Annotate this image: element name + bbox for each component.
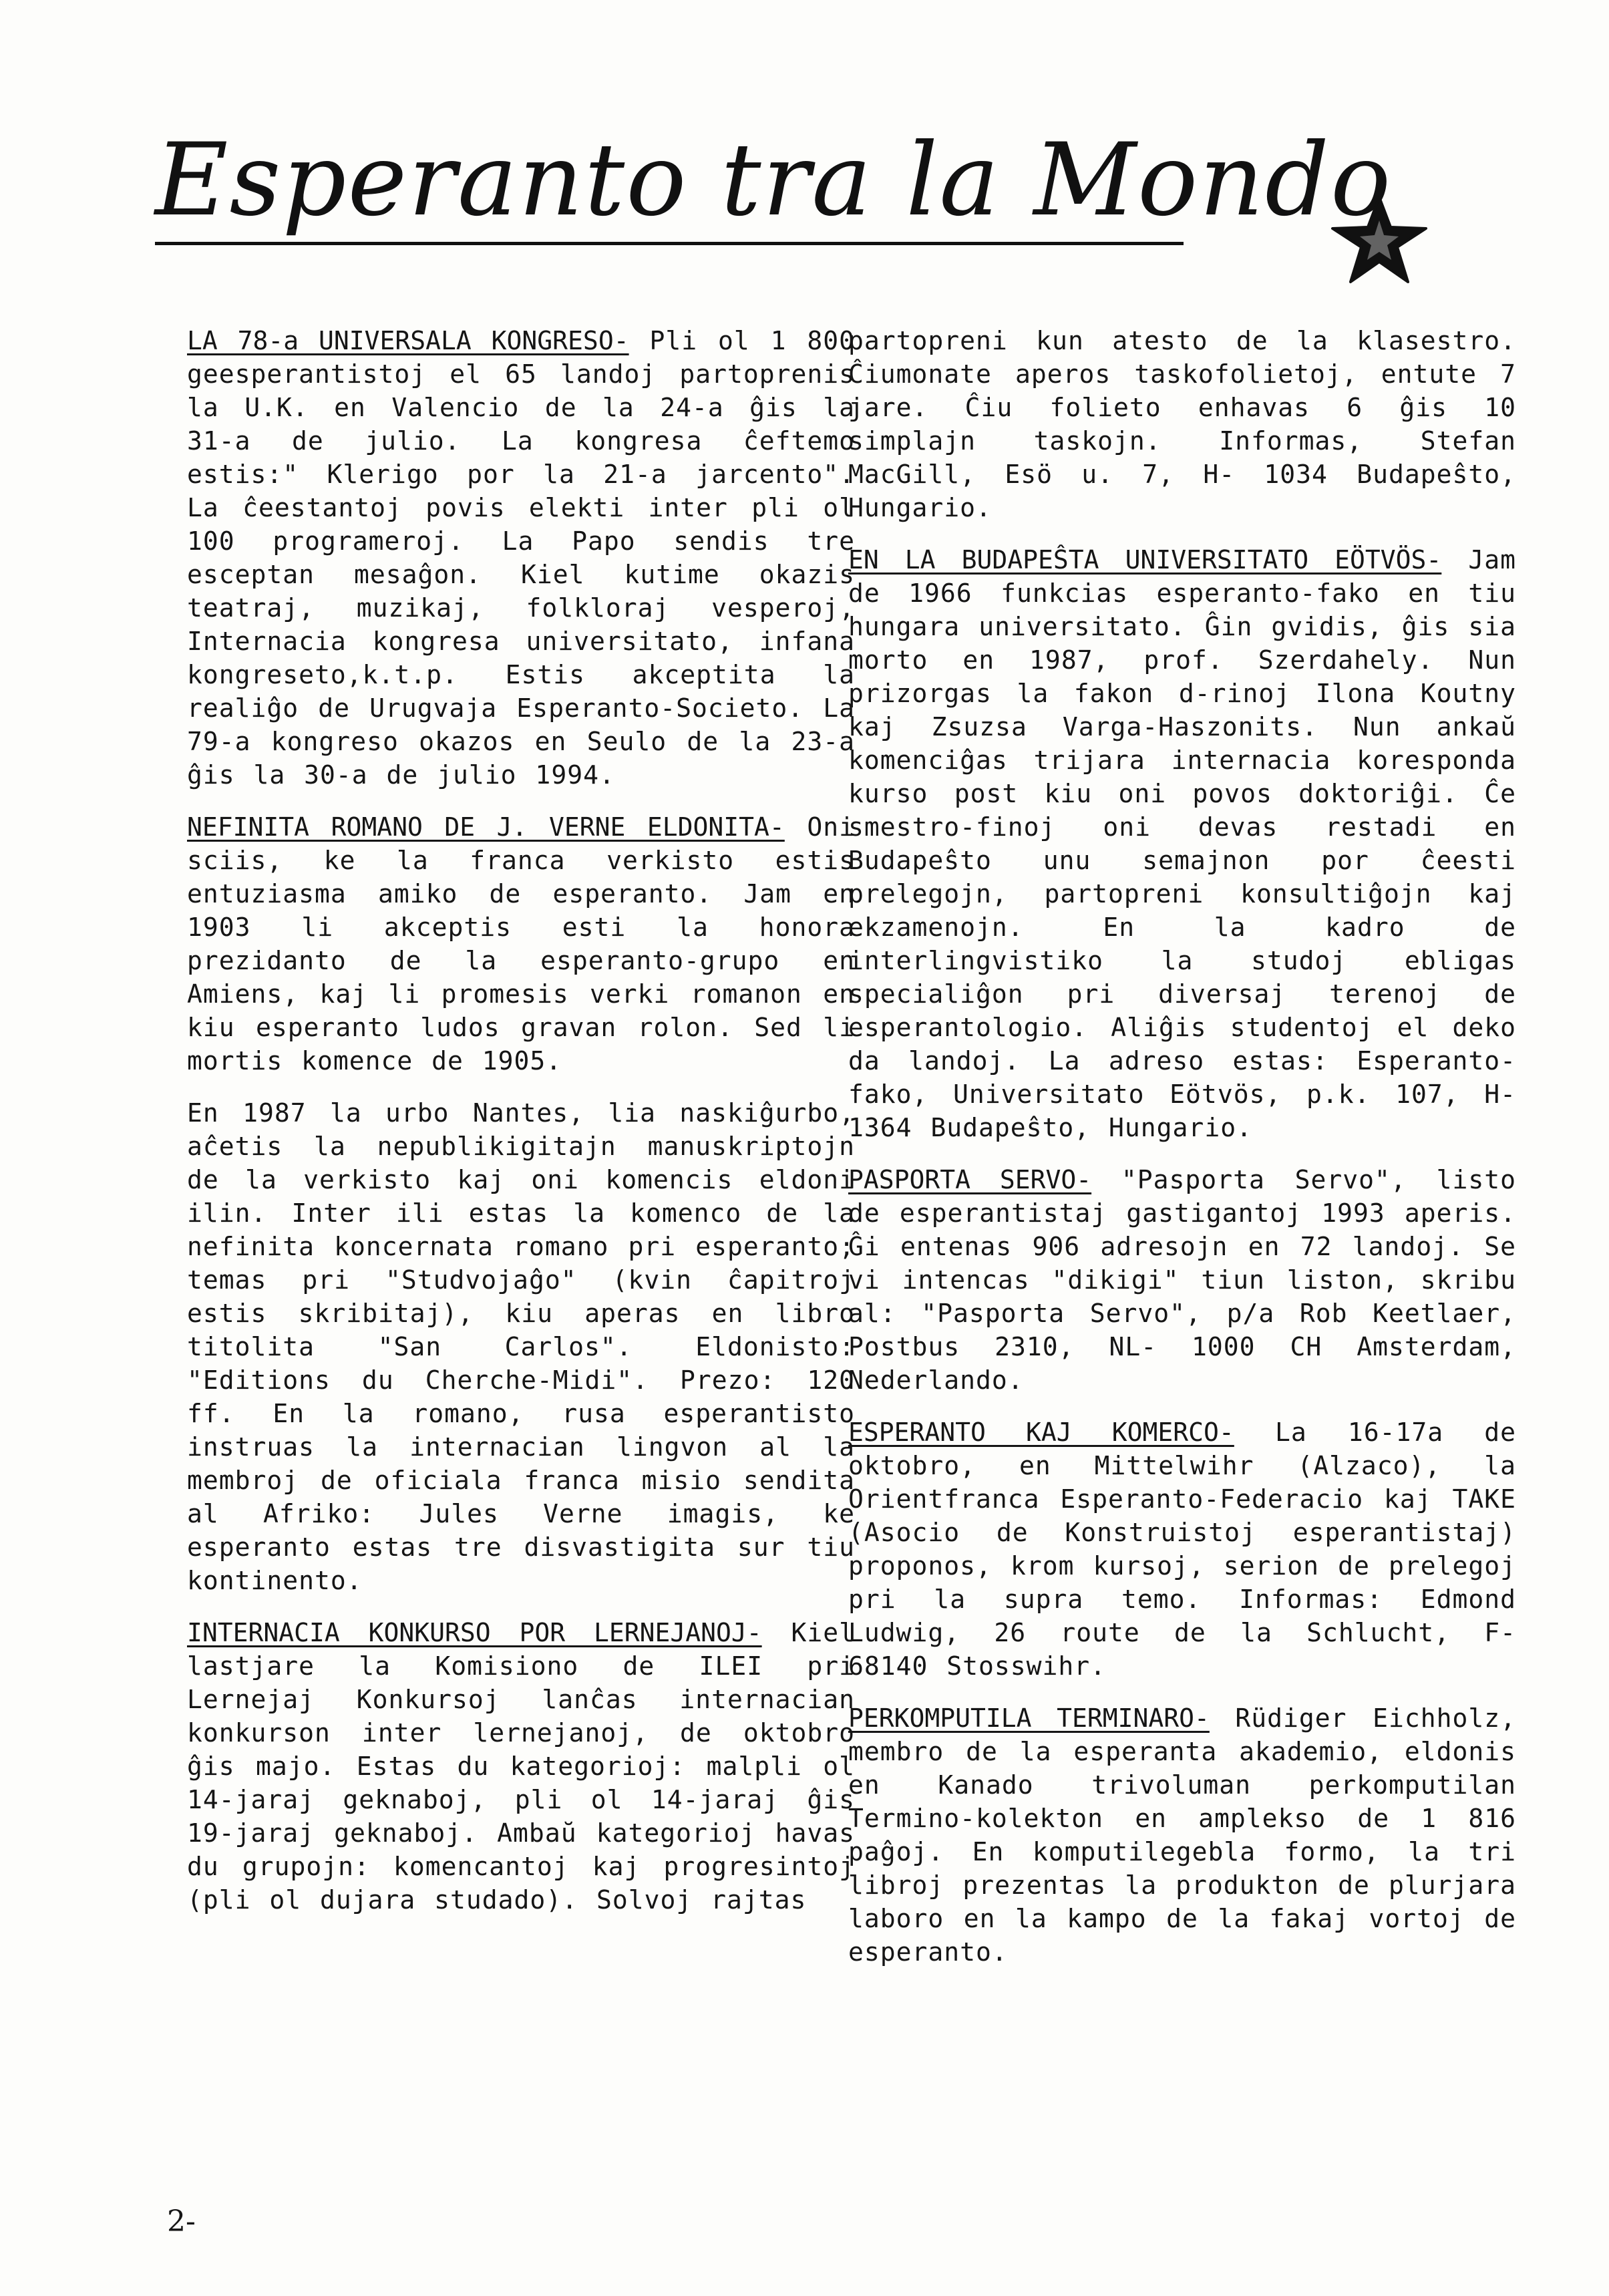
article-text: Oni sciis, ke la franca verkisto estis entuziasma amiko de esperanto. Jam en 1903 li akceptis esti la honora prezidanto de la esperanto-grupo en Amiens, kaj li promesis verki romanon en kiu esperanto ludos gravan rolon. Sed li mortis komence de 1905.: [187, 812, 855, 1076]
article-heading: NEFINITA ROMANO DE J. VERNE ELDONITA-: [187, 812, 785, 842]
article-paragraph: [187, 1616, 855, 1917]
article-text: Pli ol 1 800 geesperantistoj el 65 landoj partoprenis la U.K. en Valencio de la 24-a ĝis la 31-a de julio. La kongresa ĉeftemo estis:" Klerigo por la 21-a jarcento". La ĉeestantoj povis elekti inter pli ol 100 programeroj. La Papo sendis tre esceptan mesaĝon. Kiel kutime okazis teatraj, muzikaj, folkloraj vesperoj, Internacia kongresa universitato, infana kongreseto,k.t.p. Estis akceptita la realiĝo de Urugvaja Esperanto-Societo. La 79-a kongreso okazos en Seulo de la 23-a ĝis la 30-a de julio 1994.: [187, 326, 855, 790]
star-icon: [1329, 194, 1429, 287]
article: [848, 324, 1516, 524]
masthead: [155, 114, 1393, 245]
article-paragraph: [187, 1096, 855, 1597]
article: [848, 1701, 1516, 1969]
article-text: Kiel lastjare la Komisiono de ILEI pri Lernejaj Konkursoj lanĉas internacian konkurson inter lernejanoj, de oktobro ĝis majo. Estas du kategorioj: malpli ol 14-jaraj geknaboj, pli ol 14-jaraj ĝis 19-jaraj geknaboj. Ambaŭ kategorioj havas du grupojn: komencantoj kaj progresintoj (pli ol dujara studado). Solvoj rajtas: [187, 1618, 855, 1915]
article-paragraph: [187, 810, 855, 1078]
article-heading: LA 78-a UNIVERSALA KONGRESO-: [187, 326, 629, 355]
article: [187, 1616, 855, 1917]
article: [848, 1163, 1516, 1397]
article-paragraph: [848, 1163, 1516, 1397]
page-number: 2-: [167, 2204, 196, 2239]
article: [848, 1416, 1516, 1683]
article-text: En 1987 la urbo Nantes, lia naskiĝurbo, aĉetis la nepublikigitajn manuskriptojn de la verkisto kaj oni komencis eldoni ilin. Inter ili estas la komenco de la nefinita koncernata romano pri esperanto; temas pri "Studvojaĝo" (kvin ĉapitroj estis skribitaj), kiu aperas en libro titolita "San Carlos". Eldonisto: "Editions du Cherche-Midi". Prezo: 120 ff. En la romano, rusa esperantisto instruas la internacian lingvon al la membroj de oficiala franca misio sendita al Afriko: Jules Verne imagis, ke esperanto estas tre disvastigita sur tiu kontinento.: [187, 1098, 855, 1595]
article: [187, 810, 855, 1597]
article-text: "Pasporta Servo", listo de esperantistaj gastigantoj 1993 aperis. Ĝi entenas 906 adresojn en 72 landoj. Se vi intencas "dikigi" tiun liston, skribu al: "Pasporta Servo", p/a Rob Keetlaer, Postbus 2310, NL- 1000 CH Amsterdam, Nederlando.: [848, 1165, 1516, 1395]
article-heading: PERKOMPUTILA TERMINARO-: [848, 1703, 1210, 1733]
right-column: [848, 324, 1516, 1987]
article-text: La 16-17a de oktobro, en Mittelwihr (Alzaco), la Orientfranca Esperanto-Federacio kaj TAKE (Asocio de Konstruistoj esperantistaj) proponos, krom kursoj, serion de prelegoj pri la supra temo. Informas: Edmond Ludwig, 26 route de la Schlucht, F- 68140 Stosswihr.: [848, 1418, 1516, 1681]
article-heading: INTERNACIA KONKURSO POR LERNEJANOJ-: [187, 1618, 762, 1647]
article-heading: PASPORTA SERVO-: [848, 1165, 1092, 1194]
article: [187, 324, 855, 792]
article-text: Rüdiger Eichholz, membro de la esperanta akademio, eldonis en Kanado trivoluman perkomputilan Termino-kolekton en amplekso de 1 816 paĝoj. En komputilegebla formo, la tri libroj prezentas la produkton de plurjara laboro en la kampo de la fakaj vortoj de esperanto.: [848, 1703, 1516, 1967]
article-paragraph: [848, 543, 1516, 1144]
article-paragraph: [848, 1701, 1516, 1969]
article: [848, 543, 1516, 1144]
article-heading: ESPERANTO KAJ KOMERCO-: [848, 1418, 1234, 1447]
masthead-title: Esperanto tra la Mondo: [155, 122, 1393, 238]
article-paragraph: [848, 1416, 1516, 1683]
article-paragraph: [187, 324, 855, 792]
article-paragraph: [848, 324, 1516, 524]
article-text: Jam de 1966 funkcias esperanto-fako en tiu hungara universitato. Ĝin gvidis, ĝis sia morto en 1987, prof. Szerdahely. Nun prizorgas la fakon d-rinoj Ilona Koutny kaj Zsuzsa Varga-Haszonits. Nun ankaŭ komenciĝas trijara internacia korespondа kurso post kiu oni povos doktoriĝi. Ĉe smestro-finoj oni devas restadi en Budapeŝto unu semajnon por ĉeesti prelegojn, partopreni konsultiĝojn kaj ekzamenojn. En la kadro de interlingvistiko la studoj ebligas specialiĝon pri diversaj terenoj de esperantologio. Aliĝis studentoj el deko da landoj. La adreso estas: Esperanto-fako, Universitato Eötvös, p.k. 107, H- 1364 Budapeŝto, Hungario.: [848, 545, 1516, 1142]
left-column: [187, 324, 855, 1935]
article-text: partopreni kun atesto de la klasestro. Ĉiumonate aperos taskofolietoj, entute 7 jare. Ĉiu folieto enhavas 6 ĝis 10 simplajn taskojn. Informas, Stefan MacGill, Esö u. 7, H- 1034 Budapeŝto, Hungario.: [848, 326, 1516, 522]
article-heading: EN LA BUDAPEŜTA UNIVERSITATO EÖTVÖS-: [848, 545, 1442, 575]
